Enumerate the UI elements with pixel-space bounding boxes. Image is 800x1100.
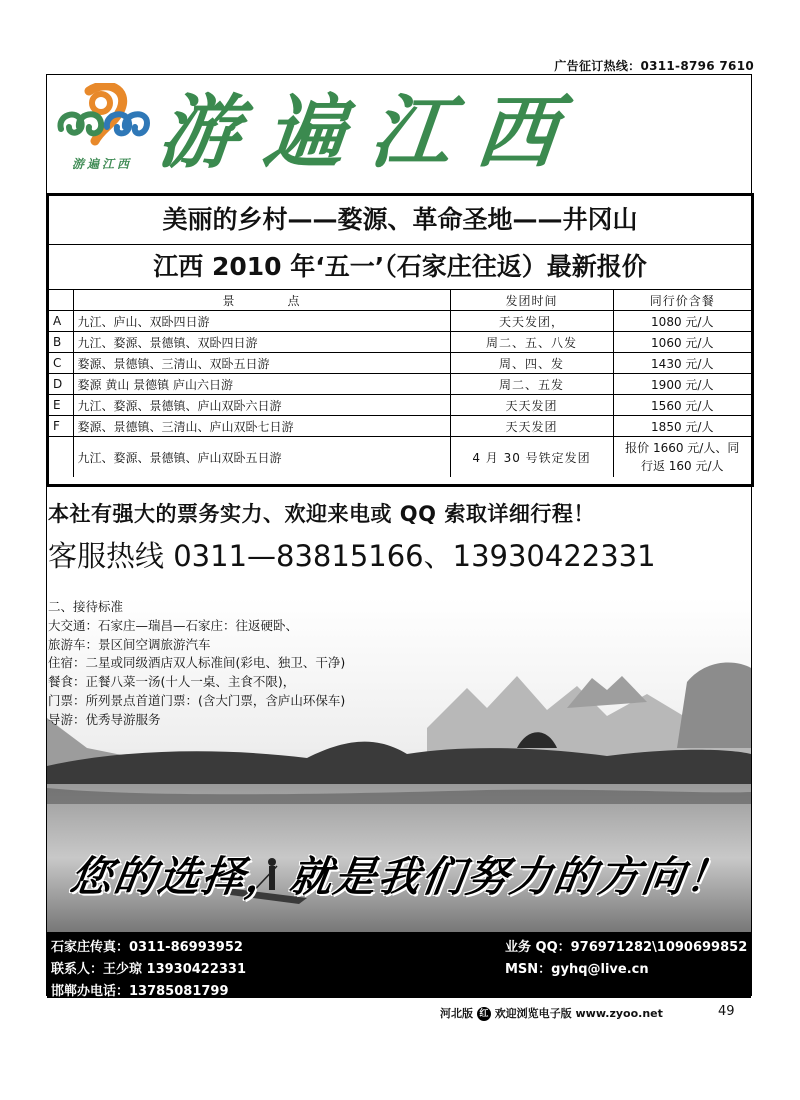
footer	[440, 1005, 740, 1021]
row-price	[613, 437, 751, 478]
row-route: 九江、婺源、景德镇、双卧四日游	[73, 332, 450, 353]
row-departure: 周二、五发	[450, 374, 613, 395]
row-route: 婺源 黄山 景德镇 庐山六日游	[73, 374, 450, 395]
column-header-price: 同行价含餐	[613, 290, 751, 311]
table-row	[49, 395, 751, 416]
red-badge-icon: 红	[477, 1007, 491, 1021]
row-price: 1560 元/人	[613, 395, 751, 416]
motto-slogan: 您的选择，就是我们努力的方向！	[66, 852, 734, 901]
standards-item: 门票：所列景点首道门票：(含大门票，含庐山环保车)	[48, 692, 346, 708]
table-row	[49, 374, 751, 395]
tour-price-box	[46, 193, 754, 487]
row-code: E	[49, 395, 73, 416]
masthead	[47, 75, 751, 193]
row-code: A	[49, 311, 73, 332]
logo-icon	[55, 83, 151, 153]
row-code: B	[49, 332, 73, 353]
row-price: 1060 元/人	[613, 332, 751, 353]
standards-item: 旅游车：景区间空调旅游汽车	[48, 636, 211, 652]
tour-headline: 美丽的乡村——婺源、革命圣地——井冈山	[49, 196, 751, 245]
row-route: 婺源、景德镇、三清山、庐山双卧七日游	[73, 416, 450, 437]
table-header-row	[49, 290, 751, 311]
row-price: 1430 元/人	[613, 353, 751, 374]
row-code: C	[49, 353, 73, 374]
column-header-departure: 发团时间	[450, 290, 613, 311]
table-row	[49, 437, 751, 478]
row-route: 婺源、景德镇、三清山、双卧五日游	[73, 353, 450, 374]
business-qq: 业务 QQ：976971282\1090699852	[505, 940, 748, 955]
row-price: 1900 元/人	[613, 374, 751, 395]
row-code: D	[49, 374, 73, 395]
ticketing-slogan: 本社有强大的票务实力、欢迎来电或 QQ 索取详细行程！	[48, 502, 595, 526]
ad-hotline: 广告征订热线：0311-8796 7610	[554, 59, 754, 73]
row-price: 1850 元/人	[613, 416, 751, 437]
service-hotline: 客服热线 0311—83815166、13930422331	[48, 539, 656, 573]
row-price: 1080 元/人	[613, 311, 751, 332]
msn-address: MSN：gyhq@live.cn	[505, 962, 649, 977]
page-number: 49	[718, 1004, 735, 1019]
row-route: 九江、婺源、景德镇、庐山双卧五日游	[73, 437, 450, 478]
contact-bar	[47, 932, 751, 998]
table-row	[49, 311, 751, 332]
column-header-route: 景 点	[73, 290, 450, 311]
row-departure: 周二、五、八发	[450, 332, 613, 353]
row-departure: 周、四、发	[450, 353, 613, 374]
fax-number: 石家庄传真：0311-86993952	[51, 940, 243, 955]
standards-item: 住宿：二星或同级酒店双人标准间(彩电、独卫、干净)	[48, 655, 346, 671]
contact-person: 联系人：王少琼 13930422331	[51, 962, 247, 977]
row-departure: 4 月 30 号铁定发团	[450, 437, 613, 478]
standards-item: 导游：优秀导游服务	[48, 711, 161, 727]
row-code: F	[49, 416, 73, 437]
edition-label: 河北版	[440, 1007, 473, 1020]
row-departure: 天天发团	[450, 395, 613, 416]
footer-website: 欢迎浏览电子版 www.zyoo.net	[494, 1007, 663, 1020]
logo-caption: 游遍江西	[71, 157, 132, 171]
row-price-line-1: 报价 1660 元/人、同	[625, 441, 740, 455]
standards-title: 二、接待标准	[48, 599, 124, 614]
table-row	[49, 416, 751, 437]
tour-subheadline: 江西 2010 年‘五一’（石家庄往返）最新报价	[49, 245, 751, 290]
column-header-code	[49, 290, 73, 311]
row-price-line-2: 行返 160 元/人	[640, 459, 724, 473]
standards-item: 大交通：石家庄—瑞昌—石家庄：往返硬卧、	[48, 617, 299, 633]
tour-price-table	[49, 290, 751, 477]
standards-item: 餐食：正餐八菜一汤(十人一桌、主食不限)，	[48, 674, 296, 690]
row-departure: 天天发团，	[450, 311, 613, 332]
reception-standards	[48, 598, 448, 730]
handan-office-phone: 邯郸办电话：13785081799	[51, 984, 229, 999]
row-route: 九江、庐山、双卧四日游	[73, 311, 450, 332]
table-row	[49, 353, 751, 374]
row-departure: 天天发团	[450, 416, 613, 437]
row-route: 九江、婺源、景德镇、庐山双卧六日游	[73, 395, 450, 416]
table-row	[49, 332, 751, 353]
masthead-title: 游遍江西	[154, 85, 588, 179]
row-code	[49, 437, 73, 478]
